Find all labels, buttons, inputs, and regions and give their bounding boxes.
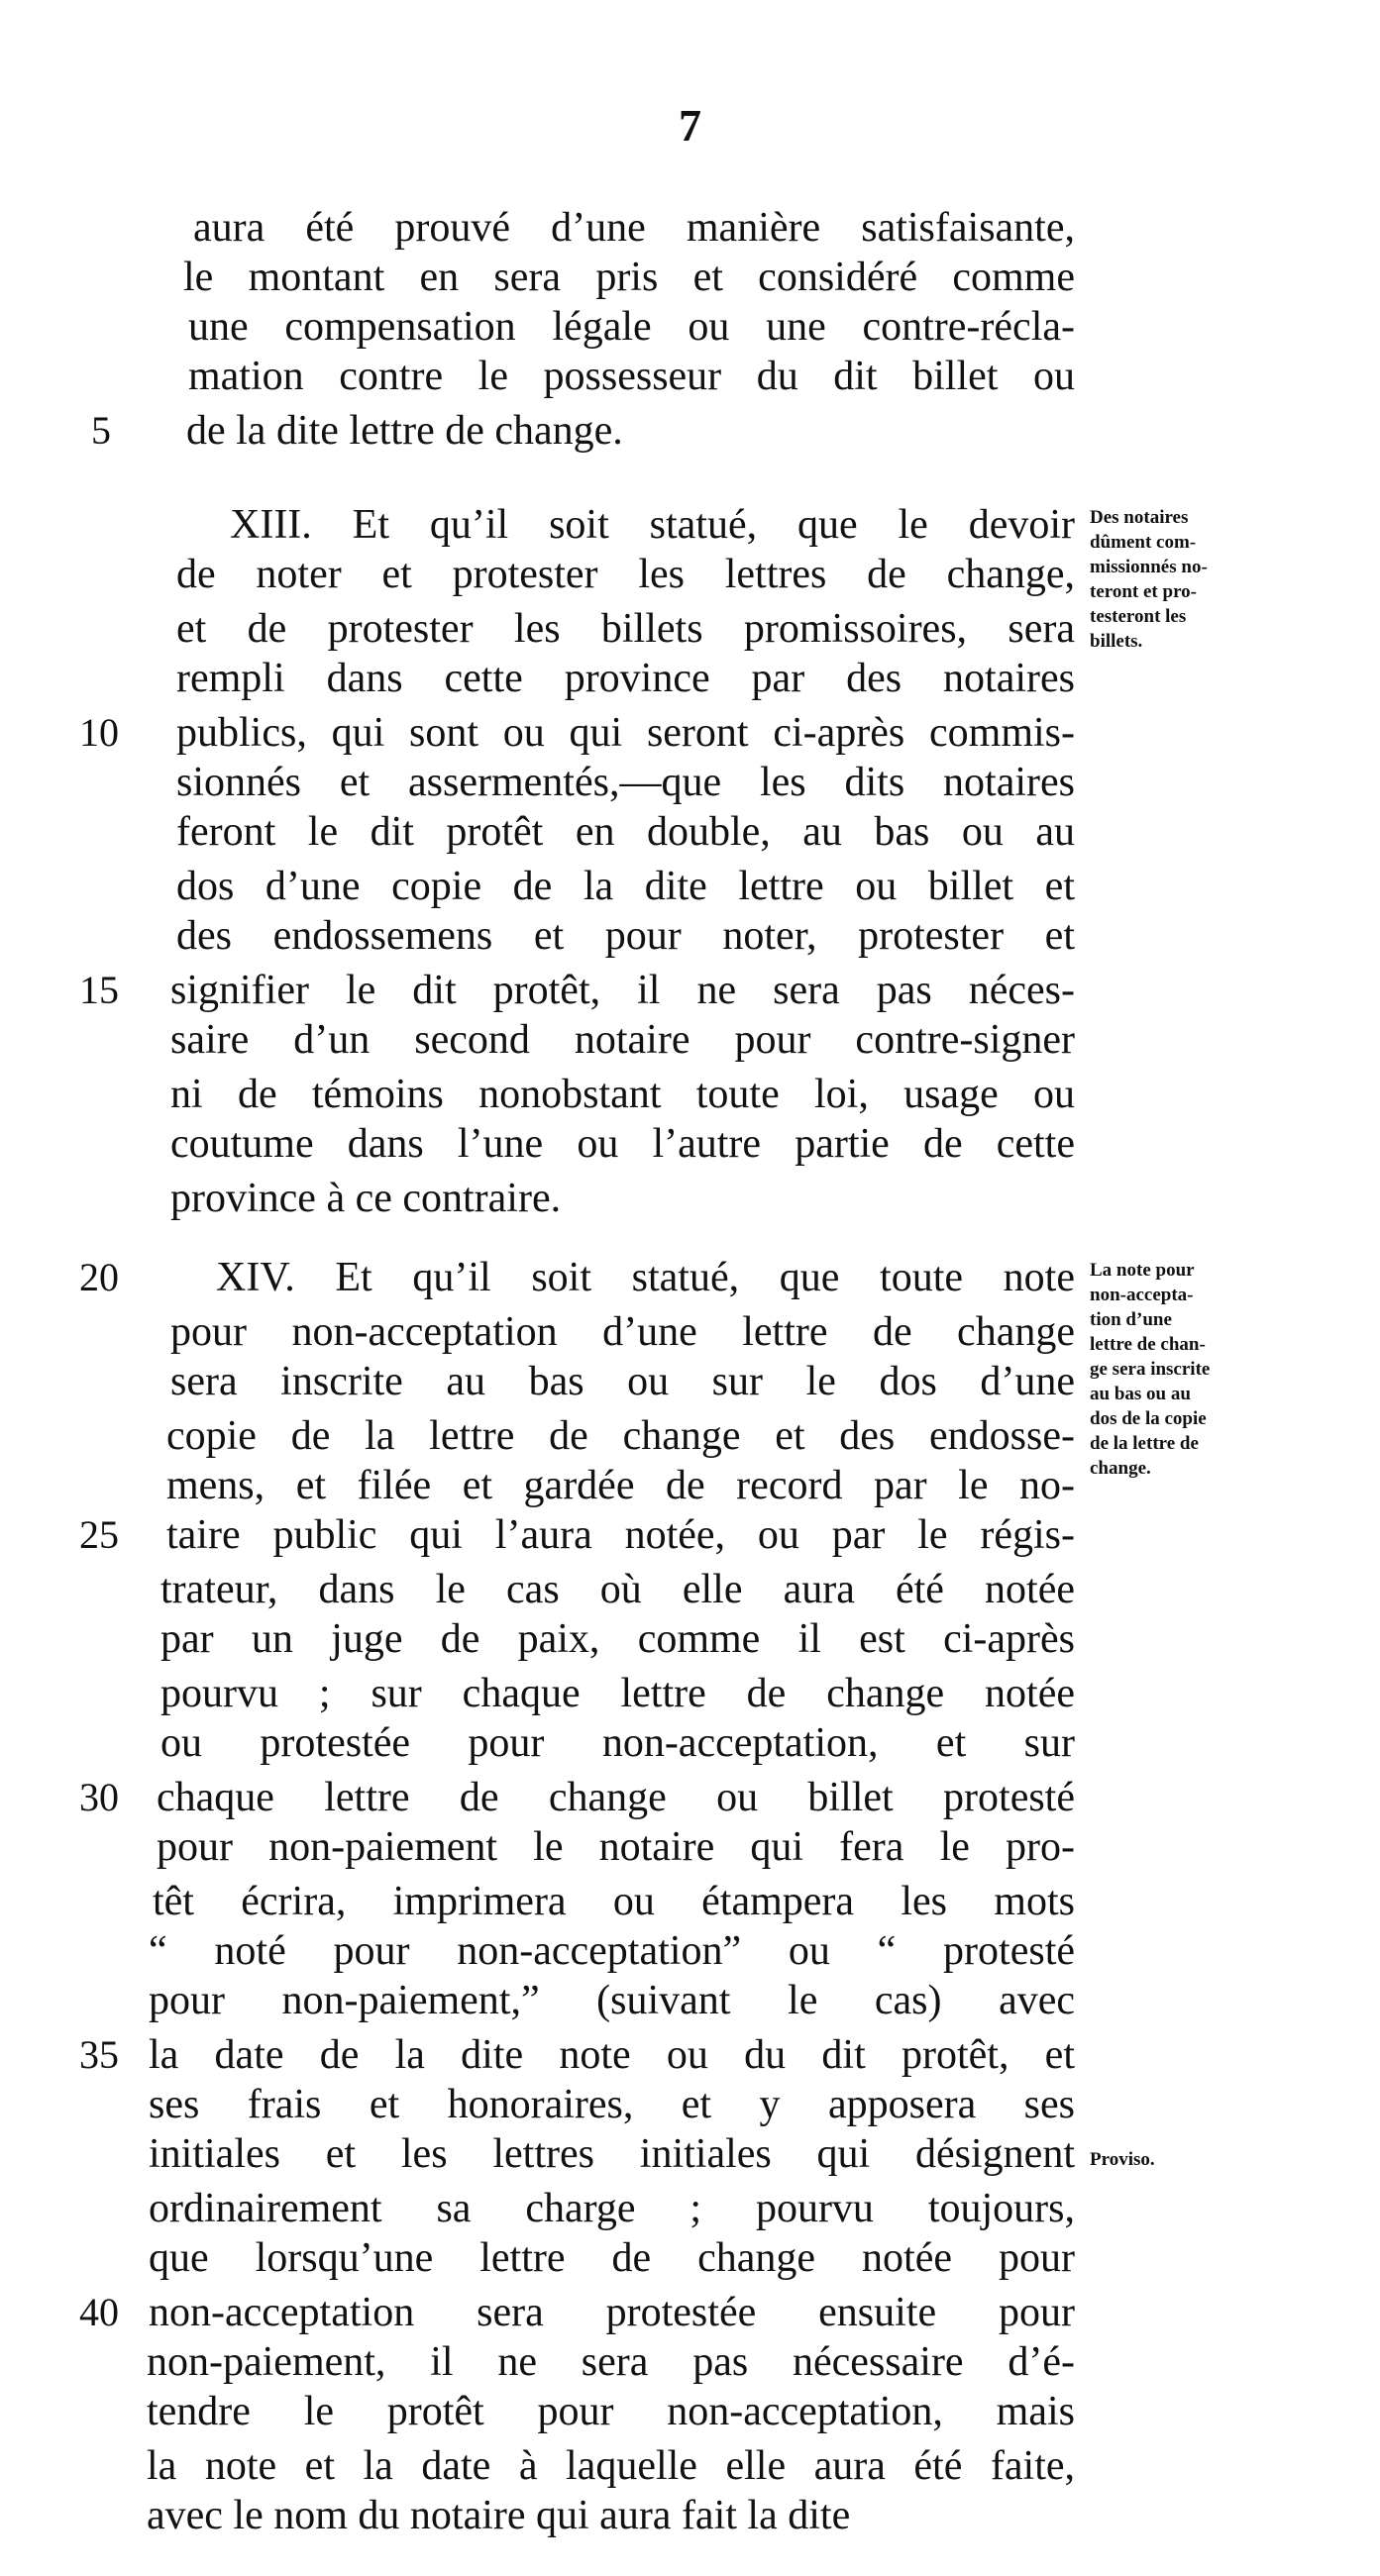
margin-note — [1090, 1258, 1298, 1481]
text-line: pourvu ; sur chaque lettre de change notée — [160, 1671, 1075, 1716]
margin-note-line: billets. — [1090, 631, 1143, 652]
text-line: coutume dans l’une ou l’autre partie de cette — [170, 1121, 1075, 1167]
text-line: tendre le protêt pour non-acceptation, mais — [147, 2389, 1075, 2434]
text-line: une compensation légale ou une contre-récla- — [188, 304, 1075, 350]
margin-note-line: change. — [1090, 1458, 1151, 1479]
text-line: XIV. Et qu’il soit statué, que toute note — [216, 1255, 1075, 1300]
text-line: copie de la lettre de change et des endosse- — [166, 1413, 1075, 1459]
line-number: 35 — [79, 2032, 119, 2077]
line-number: 15 — [79, 968, 119, 1012]
text-line: province à ce contraire. — [170, 1176, 562, 1221]
margin-note-line: au bas ou au — [1090, 1384, 1191, 1404]
margin-note-line: La note pour — [1090, 1260, 1195, 1281]
text-line: sera inscrite au bas ou sur le dos d’une — [170, 1359, 1075, 1404]
text-line: trateur, dans le cas où elle aura été notée — [160, 1567, 1075, 1612]
text-line: feront le dit protêt en double, au bas ou au — [176, 809, 1075, 855]
text-line: de noter et protester les lettres de change, — [176, 552, 1075, 597]
line-number: 5 — [91, 408, 111, 453]
text-line: saire d’un second notaire pour contre-signer — [170, 1017, 1075, 1063]
text-line: taire public qui l’aura notée, ou par le régis- — [166, 1512, 1075, 1558]
text-line: ni de témoins nonobstant toute loi, usage ou — [170, 1072, 1075, 1117]
text-line: têt écrira, imprimera ou étampera les mots — [153, 1879, 1075, 1924]
text-line: mens, et filée et gardée de record par le no- — [166, 1463, 1075, 1508]
text-line: “ noté pour non-acceptation” ou “ protesté — [149, 1928, 1075, 1974]
text-line: XIII. Et qu’il soit statué, que le devoir — [230, 502, 1075, 548]
text-line: mation contre le possesseur du dit billet ou — [188, 354, 1075, 399]
text-line: aura été prouvé d’une manière satisfaisante, — [193, 205, 1075, 251]
margin-note-line: lettre de chan- — [1090, 1334, 1206, 1355]
line-number: 25 — [79, 1512, 119, 1557]
text-line: pour non-paiement,” (suivant le cas) avec — [149, 1978, 1075, 2023]
margin-note-line: dûment com- — [1090, 532, 1197, 553]
text-line: par un juge de paix, comme il est ci-après — [160, 1616, 1075, 1662]
line-number: 40 — [79, 2290, 119, 2334]
margin-note-line: teront et pro- — [1090, 581, 1197, 602]
margin-note-line: dos de la copie — [1090, 1408, 1207, 1429]
text-line: que lorsqu’une lettre de change notée pour — [149, 2235, 1075, 2281]
text-line: le montant en sera pris et considéré comme — [183, 255, 1075, 300]
text-line: et de protester les billets promissoires, sera — [176, 606, 1075, 652]
margin-note-line: missionnés no- — [1090, 557, 1208, 577]
text-line: avec le nom du notaire qui aura fait la dite — [147, 2493, 851, 2538]
line-number: 20 — [79, 1255, 119, 1299]
text-line: non-paiement, il ne sera pas nécessaire d’é- — [147, 2339, 1075, 2385]
text-line: initiales et les lettres initiales qui désignent — [149, 2131, 1075, 2177]
page-number: 7 — [679, 100, 701, 151]
text-line: la note et la date à laquelle elle aura été faite, — [147, 2443, 1075, 2489]
line-number: 30 — [79, 1775, 119, 1819]
text-line: sionnés et assermentés,—que les dits notaires — [176, 760, 1075, 805]
text-line: publics, qui sont ou qui seront ci-après commis- — [176, 710, 1075, 756]
text-line: ou protestée pour non-acceptation, et sur — [160, 1720, 1075, 1766]
text-line: signifier le dit protêt, il ne sera pas néces- — [170, 968, 1075, 1013]
text-line: rempli dans cette province par des notaires — [176, 656, 1075, 701]
margin-note-line: Proviso. — [1090, 2149, 1155, 2170]
text-line: ses frais et honoraires, et y apposera ses — [149, 2082, 1075, 2127]
margin-note-line: testeront les — [1090, 606, 1187, 627]
margin-note — [1090, 505, 1298, 654]
text-line: chaque lettre de change ou billet protesté — [157, 1775, 1075, 1820]
margin-note-line: Des notaires — [1090, 507, 1189, 528]
text-line: de la dite lettre de change. — [186, 408, 623, 454]
text-line: dos d’une copie de la dite lettre ou billet et — [176, 864, 1075, 909]
line-number: 10 — [79, 710, 119, 755]
margin-note-line: tion d’une — [1090, 1309, 1172, 1330]
margin-note-line: ge sera inscrite — [1090, 1359, 1211, 1380]
text-line: la date de la dite note ou du dit protêt, et — [149, 2032, 1075, 2078]
margin-note — [1090, 2147, 1298, 2172]
margin-note-line: non-accepta- — [1090, 1285, 1194, 1305]
text-line: ordinairement sa charge ; pourvu toujours, — [149, 2186, 1075, 2231]
text-line: pour non-paiement le notaire qui fera le pro- — [157, 1824, 1075, 1870]
margin-note-line: de la lettre de — [1090, 1433, 1199, 1454]
text-line: non-acceptation sera protestée ensuite pour — [149, 2290, 1075, 2335]
text-line: des endossemens et pour noter, protester et — [176, 913, 1075, 959]
text-line: pour non-acceptation d’une lettre de change — [170, 1309, 1075, 1355]
